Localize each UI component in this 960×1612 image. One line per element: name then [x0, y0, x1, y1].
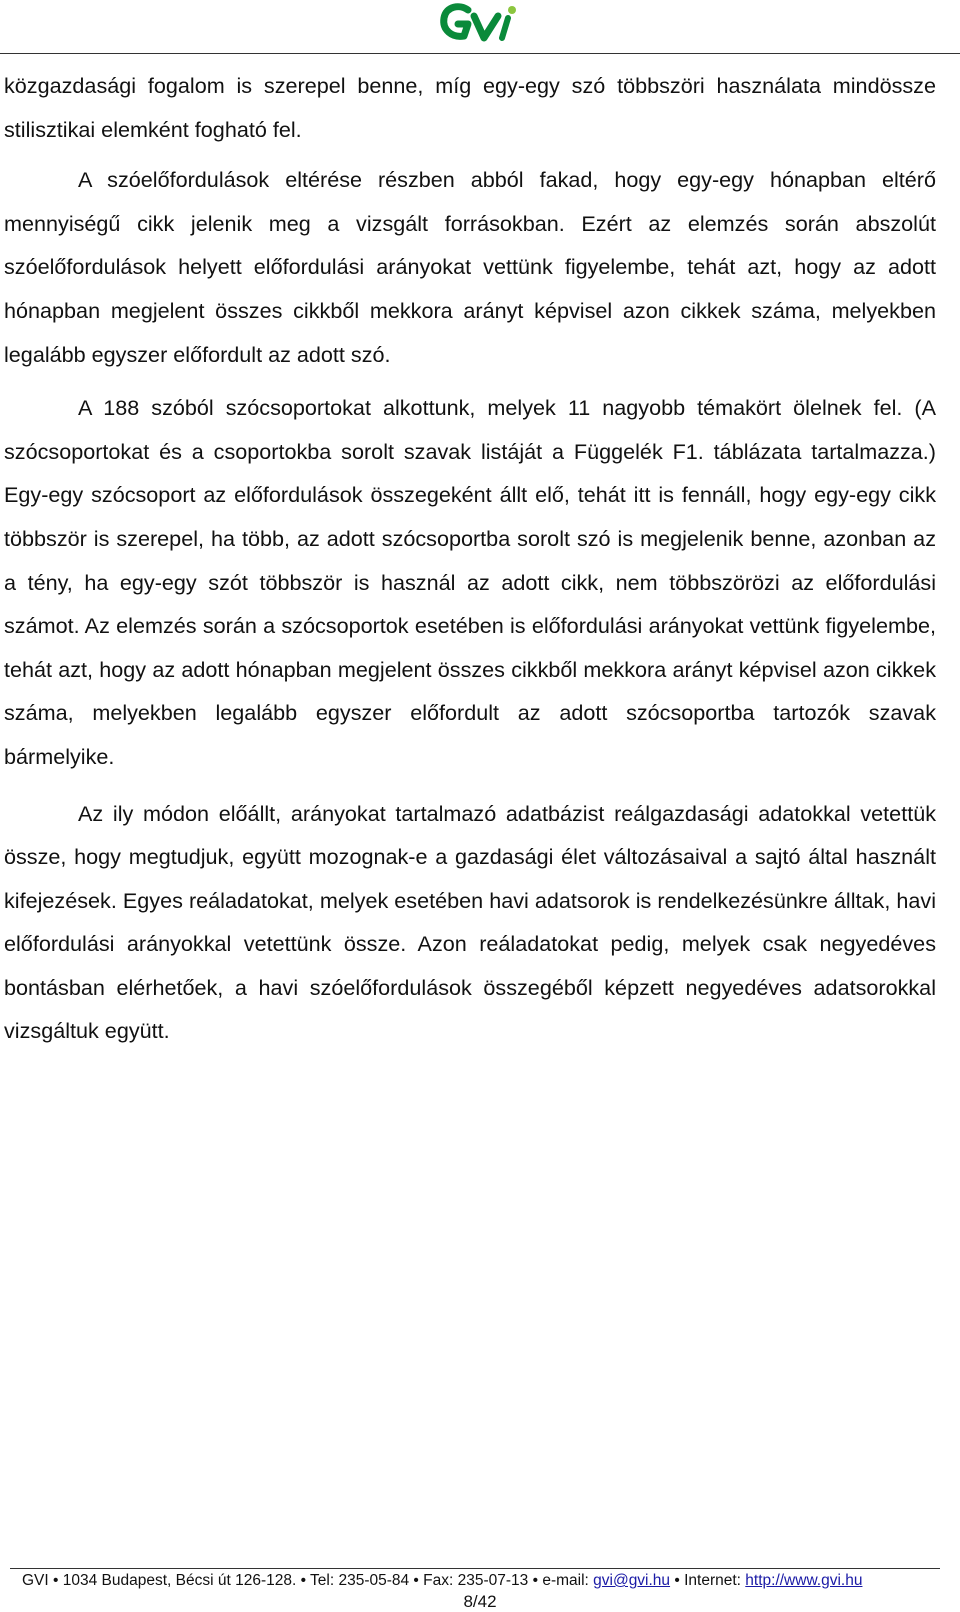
email-link[interactable]: gvi@gvi.hu	[593, 1572, 671, 1589]
paragraph-database-comparison: Az ily módon előállt, arányokat tartalmazó adatbázist reálgazdasági adatokkal vetettük össze, hogy megtudjuk, együtt mozognak-e a gazdasági élet változásaival a sajtó által használt kifejezések. Egyes reáladatokat, melyek esetében havi adatsorok is rendelkezésünkre álltak, havi előfordulási arányokkal vetettünk össze. Azon reáladatokat pedig, melyek csak negyedéves bontásban elérhetőek, a havi szóelőfordulások összegéből képzett negyedéves adatsorokkal vizsgáltuk együtt.	[4, 800, 936, 1044]
page-number: 8/42	[463, 1592, 497, 1611]
paragraph-continuation: közgazdasági fogalom is szerepel benne, míg egy-egy szó többszöri használata mindössze stilisztikai elemként fogható fel.	[4, 73, 936, 142]
footer-contact-line	[22, 1571, 952, 1590]
gvi-logo-icon	[438, 2, 526, 46]
header-divider	[0, 53, 960, 54]
document-body	[4, 64, 936, 1053]
paragraph-word-frequency: A szóelőfordulások eltérése részben abból fakad, hogy egy-egy hónapban eltérő mennyiségű cikk jelenik meg a vizsgált forrásokban. Ezért az elemzés során abszolút szóelőfordulások helyett előfordulási arányokat vettünk figyelembe, tehát azt, hogy az adott hónapban megjelent összes cikkből mekkora arányt képvisel azon cikkek száma, melyekben legalább egyszer előfordult az adott szó.	[4, 167, 936, 367]
website-link[interactable]: http://www.gvi.hu	[745, 1572, 863, 1589]
footer-divider	[10, 1568, 940, 1569]
footer-contact-text: GVI • 1034 Budapest, Bécsi út 126-128. • Tel: 235-05-84 • Fax: 235-07-13 • e-mail:	[22, 1572, 594, 1589]
paragraph-word-groups: A 188 szóból szócsoportokat alkottunk, melyek 11 nagyobb témakört ölelnek fel. (A szócsoportokat és a csoportokba sorolt szavak listáját a Függelék F1. táblázata tartalmazza.) Egy-egy szócsoport az előfordulások összegeként állt elő, tehát itt is fennáll, hogy egy-egy cikk többször is szerepel, ha több, az adott szócsoportba sorolt szó is megjelenik benne, azonban az a tény, ha egy-egy szót többször is használ az adott cikk, nem többszörözi az előfordulási számot. Az elemzés során a szócsoportok esetében is előfordulási arányokat vettünk figyelembe, tehát azt, hogy az adott hónapban megjelent összes cikkből mekkora arányt képvisel azon cikkek száma, melyekben legalább egyszer előfordult az adott szócsoportba tartozók szavak bármelyike.	[4, 395, 936, 769]
footer-internet-text: • Internet:	[670, 1572, 746, 1589]
page-header	[0, 0, 960, 54]
